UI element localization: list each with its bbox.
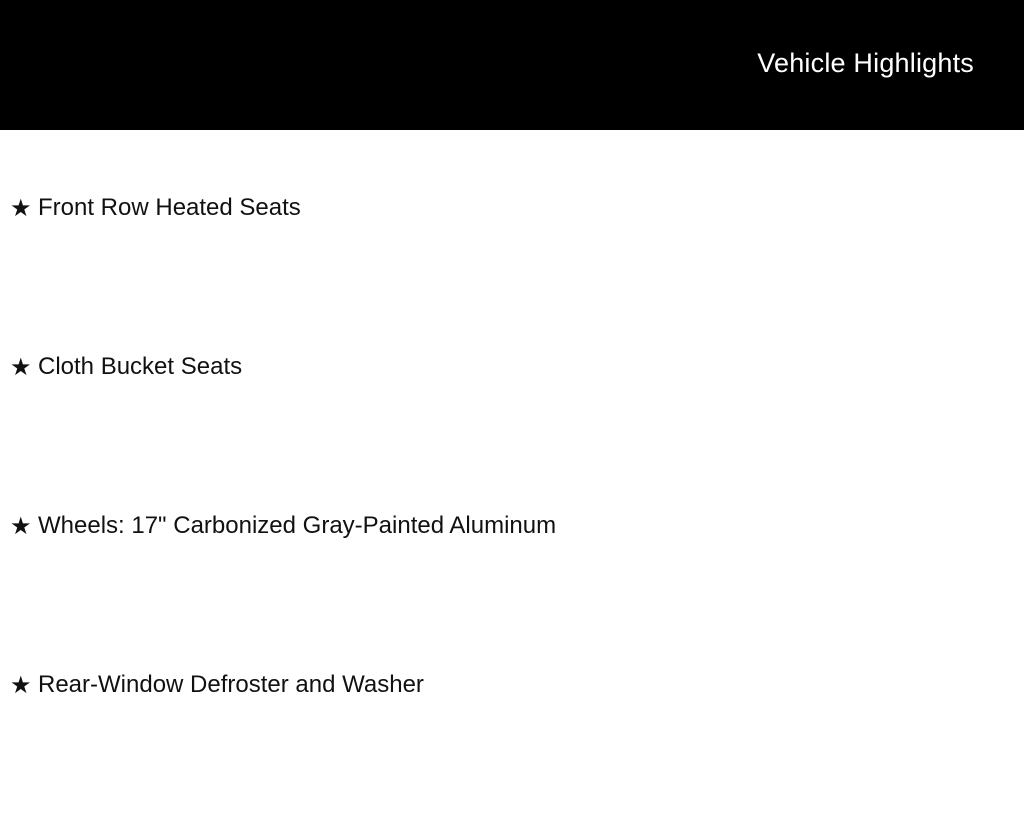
star-icon: ★ [10, 512, 32, 540]
star-icon: ★ [10, 194, 32, 222]
highlight-label: Wheels: 17" Carbonized Gray-Painted Aluminum [38, 512, 557, 539]
list-item [0, 352, 1024, 511]
highlight-label: Front Row Heated Seats [38, 194, 301, 221]
highlight-label: Cloth Bucket Seats [38, 353, 243, 380]
list-item [0, 130, 1024, 352]
header-bar [0, 0, 1024, 130]
list-item [0, 670, 1024, 829]
page-title: Vehicle Highlights [757, 48, 974, 78]
list-item [0, 511, 1024, 670]
vehicle-highlights-list [0, 130, 1024, 829]
star-icon: ★ [10, 671, 32, 699]
highlight-label: Rear-Window Defroster and Washer [38, 671, 424, 698]
star-icon: ★ [10, 353, 32, 381]
